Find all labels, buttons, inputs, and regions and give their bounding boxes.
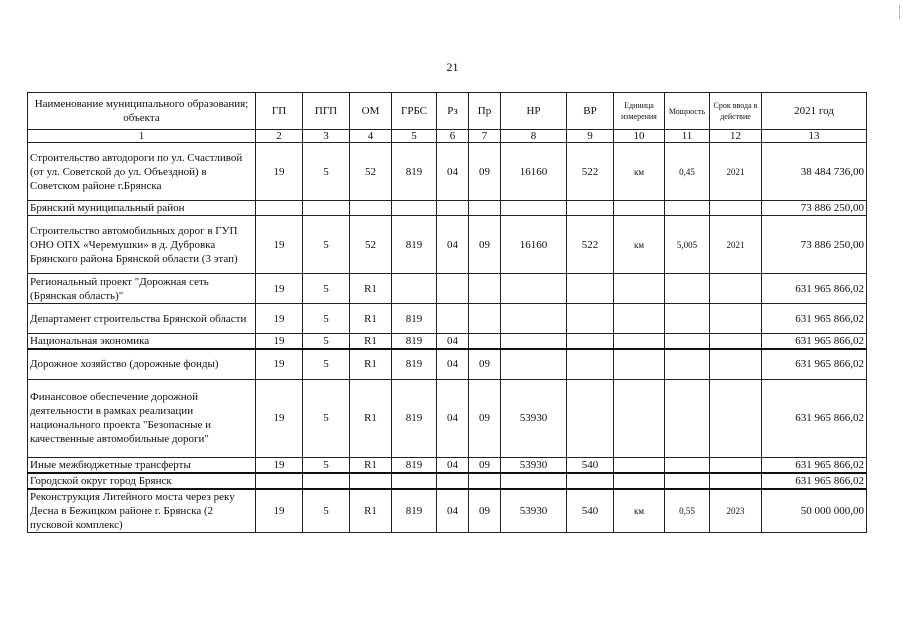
- cell-power: [665, 473, 710, 489]
- header-grbs: ГРБС: [392, 93, 437, 130]
- cell-om: R1: [350, 304, 392, 334]
- cell-grbs: 819: [392, 143, 437, 201]
- cell-vr: 540: [567, 457, 614, 473]
- cell-vr: [567, 349, 614, 379]
- cell-commission-date: [710, 349, 762, 379]
- cell-grbs: [392, 274, 437, 304]
- cell-pr: 09: [469, 349, 501, 379]
- table-row: [28, 304, 867, 334]
- column-number: 10: [614, 130, 665, 143]
- cell-commission-date: 2021: [710, 143, 762, 201]
- cell-amount-2021: 631 965 866,02: [762, 304, 867, 334]
- cell-unit: км: [614, 216, 665, 274]
- cell-pr: 09: [469, 216, 501, 274]
- cell-power: [665, 274, 710, 304]
- cell-gp: 19: [256, 379, 303, 457]
- cell-rz: [437, 274, 469, 304]
- page-number: 21: [446, 60, 459, 74]
- cell-nr: [501, 201, 567, 216]
- cell-power: [665, 334, 710, 350]
- cell-pr: 09: [469, 457, 501, 473]
- cell-amount-2021: 38 484 736,00: [762, 143, 867, 201]
- cell-om: R1: [350, 334, 392, 350]
- cell-commission-date: 2021: [710, 216, 762, 274]
- cell-nr: 16160: [501, 143, 567, 201]
- column-number: 9: [567, 130, 614, 143]
- cell-vr: [567, 201, 614, 216]
- cell-pr: 09: [469, 143, 501, 201]
- cell-pgp: 5: [303, 379, 350, 457]
- cell-grbs: [392, 473, 437, 489]
- cell-gp: 19: [256, 489, 303, 533]
- header-commission-date: Срок ввода в действие: [710, 93, 762, 130]
- cell-pgp: 5: [303, 216, 350, 274]
- cell-gp: 19: [256, 304, 303, 334]
- table-row: [28, 201, 867, 216]
- cell-power: [665, 349, 710, 379]
- cell-unit: [614, 379, 665, 457]
- header-pr: Пр: [469, 93, 501, 130]
- cell-pgp: 5: [303, 274, 350, 304]
- cell-om: R1: [350, 489, 392, 533]
- cell-amount-2021: 631 965 866,02: [762, 334, 867, 350]
- cell-rz: 04: [437, 379, 469, 457]
- cell-amount-2021: 631 965 866,02: [762, 457, 867, 473]
- cell-pgp: [303, 201, 350, 216]
- cell-nr: 53930: [501, 489, 567, 533]
- cell-amount-2021: 73 886 250,00: [762, 216, 867, 274]
- cell-grbs: 819: [392, 489, 437, 533]
- cell-nr: [501, 334, 567, 350]
- cell-commission-date: 2023: [710, 489, 762, 533]
- cell-vr: 540: [567, 489, 614, 533]
- table-row: [28, 489, 867, 533]
- cell-commission-date: [710, 379, 762, 457]
- corner-mark: [899, 5, 900, 19]
- cell-om: [350, 201, 392, 216]
- table-row: [28, 334, 867, 350]
- cell-unit: [614, 349, 665, 379]
- cell-power: [665, 304, 710, 334]
- cell-power: [665, 457, 710, 473]
- column-number: 6: [437, 130, 469, 143]
- table-row: [28, 274, 867, 304]
- cell-grbs: [392, 201, 437, 216]
- cell-unit: [614, 201, 665, 216]
- cell-nr: [501, 473, 567, 489]
- cell-grbs: 819: [392, 349, 437, 379]
- column-number: 2: [256, 130, 303, 143]
- cell-unit: км: [614, 489, 665, 533]
- cell-om: R1: [350, 379, 392, 457]
- cell-name: Реконструкция Литейного моста через реку Десна в Бежицком районе г. Брянска (2 пусковой комплекс): [28, 489, 256, 533]
- cell-unit: км: [614, 143, 665, 201]
- cell-om: R1: [350, 349, 392, 379]
- cell-grbs: 819: [392, 304, 437, 334]
- column-number: 11: [665, 130, 710, 143]
- cell-unit: [614, 473, 665, 489]
- cell-commission-date: [710, 201, 762, 216]
- header-om: ОМ: [350, 93, 392, 130]
- cell-name: Национальная экономика: [28, 334, 256, 350]
- cell-unit: [614, 457, 665, 473]
- header-rz: Рз: [437, 93, 469, 130]
- cell-gp: 19: [256, 334, 303, 350]
- cell-vr: [567, 473, 614, 489]
- cell-pgp: 5: [303, 334, 350, 350]
- cell-nr: [501, 274, 567, 304]
- cell-power: 0,55: [665, 489, 710, 533]
- cell-rz: [437, 473, 469, 489]
- cell-nr: 53930: [501, 379, 567, 457]
- cell-pgp: 5: [303, 143, 350, 201]
- header-year-2021: 2021 год: [762, 93, 867, 130]
- cell-rz: 04: [437, 489, 469, 533]
- cell-amount-2021: 631 965 866,02: [762, 379, 867, 457]
- cell-amount-2021: 50 000 000,00: [762, 489, 867, 533]
- cell-power: [665, 201, 710, 216]
- cell-nr: [501, 349, 567, 379]
- cell-grbs: 819: [392, 216, 437, 274]
- cell-pgp: [303, 473, 350, 489]
- cell-rz: 04: [437, 334, 469, 350]
- header-power: Мощность: [665, 93, 710, 130]
- cell-nr: 53930: [501, 457, 567, 473]
- cell-gp: [256, 473, 303, 489]
- cell-nr: [501, 304, 567, 334]
- cell-name: Брянский муниципальный район: [28, 201, 256, 216]
- table-row: [28, 379, 867, 457]
- cell-power: 5,005: [665, 216, 710, 274]
- cell-commission-date: [710, 304, 762, 334]
- cell-power: [665, 379, 710, 457]
- header-vr: ВР: [567, 93, 614, 130]
- cell-gp: 19: [256, 143, 303, 201]
- cell-pgp: 5: [303, 349, 350, 379]
- cell-om: 52: [350, 216, 392, 274]
- header-row: [28, 93, 867, 130]
- cell-commission-date: [710, 274, 762, 304]
- cell-gp: 19: [256, 274, 303, 304]
- cell-vr: 522: [567, 143, 614, 201]
- cell-gp: 19: [256, 349, 303, 379]
- table-row: [28, 349, 867, 379]
- cell-pr: [469, 473, 501, 489]
- cell-om: [350, 473, 392, 489]
- cell-vr: [567, 379, 614, 457]
- column-number: 13: [762, 130, 867, 143]
- cell-amount-2021: 73 886 250,00: [762, 201, 867, 216]
- cell-pr: [469, 201, 501, 216]
- column-number: 12: [710, 130, 762, 143]
- cell-pr: 09: [469, 379, 501, 457]
- cell-pgp: 5: [303, 457, 350, 473]
- column-number: 5: [392, 130, 437, 143]
- column-number: 3: [303, 130, 350, 143]
- header-pgp: ПГП: [303, 93, 350, 130]
- cell-commission-date: [710, 473, 762, 489]
- cell-grbs: 819: [392, 379, 437, 457]
- cell-vr: [567, 274, 614, 304]
- column-number: 7: [469, 130, 501, 143]
- cell-power: 0,45: [665, 143, 710, 201]
- cell-unit: [614, 334, 665, 350]
- cell-rz: 04: [437, 216, 469, 274]
- cell-amount-2021: 631 965 866,02: [762, 349, 867, 379]
- cell-grbs: 819: [392, 334, 437, 350]
- cell-pr: [469, 304, 501, 334]
- column-number: 1: [28, 130, 256, 143]
- column-number: 8: [501, 130, 567, 143]
- cell-pr: [469, 334, 501, 350]
- cell-name: Региональный проект "Дорожная сеть (Брянская область)": [28, 274, 256, 304]
- header-gp: ГП: [256, 93, 303, 130]
- cell-amount-2021: 631 965 866,02: [762, 473, 867, 489]
- cell-name: Финансовое обеспечение дорожной деятельности в рамках реализации национального проекта "Безопасные и качественные автомобильные дороги": [28, 379, 256, 457]
- cell-commission-date: [710, 334, 762, 350]
- header-nr: НР: [501, 93, 567, 130]
- cell-name: Городской округ город Брянск: [28, 473, 256, 489]
- cell-om: R1: [350, 457, 392, 473]
- table-row: [28, 473, 867, 489]
- cell-rz: 04: [437, 143, 469, 201]
- cell-name: Департамент строительства Брянской области: [28, 304, 256, 334]
- cell-pr: 09: [469, 489, 501, 533]
- cell-gp: [256, 201, 303, 216]
- cell-rz: [437, 201, 469, 216]
- cell-pgp: 5: [303, 304, 350, 334]
- cell-name: Иные межбюджетные трансферты: [28, 457, 256, 473]
- table-row: [28, 216, 867, 274]
- header-unit: Единица измерения: [614, 93, 665, 130]
- cell-vr: [567, 334, 614, 350]
- budget-table: [27, 92, 867, 533]
- cell-rz: [437, 304, 469, 334]
- table-row: [28, 457, 867, 473]
- cell-unit: [614, 304, 665, 334]
- cell-pgp: 5: [303, 489, 350, 533]
- cell-vr: [567, 304, 614, 334]
- table-row: [28, 143, 867, 201]
- cell-rz: 04: [437, 457, 469, 473]
- cell-nr: 16160: [501, 216, 567, 274]
- cell-vr: 522: [567, 216, 614, 274]
- cell-om: 52: [350, 143, 392, 201]
- cell-commission-date: [710, 457, 762, 473]
- cell-grbs: 819: [392, 457, 437, 473]
- column-number: 4: [350, 130, 392, 143]
- cell-name: Дорожное хозяйство (дорожные фонды): [28, 349, 256, 379]
- header-name: Наименование муниципального образования; объекта: [28, 93, 256, 130]
- cell-gp: 19: [256, 216, 303, 274]
- cell-pr: [469, 274, 501, 304]
- cell-unit: [614, 274, 665, 304]
- cell-name: Строительство автомобильных дорог в ГУП ОНО ОПХ «Черемушки» в д. Дубровка Брянского района Брянской области (3 этап): [28, 216, 256, 274]
- cell-name: Строительство автодороги по ул. Счастливой (от ул. Советской до ул. Объездной) в Советском районе г.Брянска: [28, 143, 256, 201]
- cell-rz: 04: [437, 349, 469, 379]
- cell-gp: 19: [256, 457, 303, 473]
- column-number-row: [28, 130, 867, 143]
- cell-amount-2021: 631 965 866,02: [762, 274, 867, 304]
- cell-om: R1: [350, 274, 392, 304]
